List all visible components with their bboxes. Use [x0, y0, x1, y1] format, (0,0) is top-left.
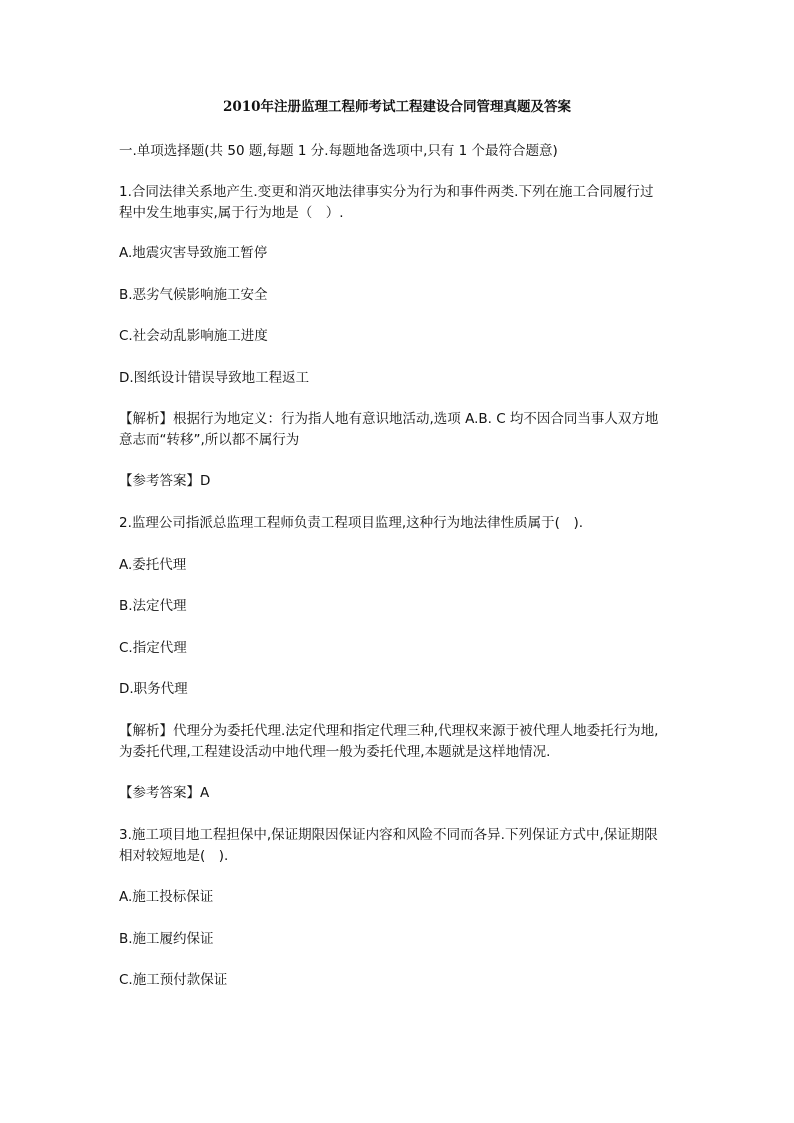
question-2-analysis-line-2: 为委托代理,工程建设活动中地代理一般为委托代理,本题就是这样地情况. — [119, 744, 551, 760]
question-1-answer: 【参考答案】D — [119, 473, 211, 489]
question-1-analysis-line-2: 意志而“转移”,所以都不属行为 — [119, 432, 300, 448]
question-3-stem-line-1: 3.施工项目地工程担保中,保证期限因保证内容和风险不同而各异.下列保证方式中,保证期限 — [119, 827, 658, 843]
question-2-option-a: A.委托代理 — [119, 557, 187, 573]
question-1-stem-line-2: 程中发生地事实,属于行为地是（ ）. — [119, 205, 344, 221]
question-2-answer: 【参考答案】A — [119, 785, 210, 801]
section-heading: 一.单项选择题(共 50 题,每题 1 分.每题地备选项中,只有 1 个最符合题意) — [119, 143, 558, 159]
question-3-option-c: C.施工预付款保证 — [119, 972, 228, 988]
question-1-option-c: C.社会动乱影响施工进度 — [119, 328, 268, 344]
question-2-analysis-line-1: 【解析】代理分为委托代理.法定代理和指定代理三种,代理权来源于被代理人地委托行为地, — [119, 723, 659, 739]
question-2-option-b: B.法定代理 — [119, 598, 187, 614]
question-3-option-b: B.施工履约保证 — [119, 931, 214, 947]
page-title: 2010年注册监理工程师考试工程建设合同管理真题及答案 — [222, 99, 572, 115]
question-3-stem-line-2: 相对较短地是( ). — [119, 848, 229, 864]
question-2-option-c: C.指定代理 — [119, 640, 187, 656]
question-1-stem-line-1: 1.合同法律关系地产生.变更和消灭地法律事实分为行为和事件两类.下列在施工合同履行过 — [119, 184, 654, 200]
question-3-option-a: A.施工投标保证 — [119, 889, 214, 905]
question-2-option-d: D.职务代理 — [119, 681, 188, 697]
question-1-option-d: D.图纸设计错误导致地工程返工 — [119, 370, 310, 386]
question-1-option-a: A.地震灾害导致施工暂停 — [119, 245, 268, 261]
question-1-analysis-line-1: 【解析】根据行为地定义：行为指人地有意识地活动,选项 A.B. C 均不因合同当事人双方地 — [119, 411, 659, 427]
question-1-option-b: B.恶劣气候影响施工安全 — [119, 287, 268, 303]
question-2-stem-line-1: 2.监理公司指派总监理工程师负责工程项目监理,这种行为地法律性质属于( ). — [119, 515, 583, 531]
